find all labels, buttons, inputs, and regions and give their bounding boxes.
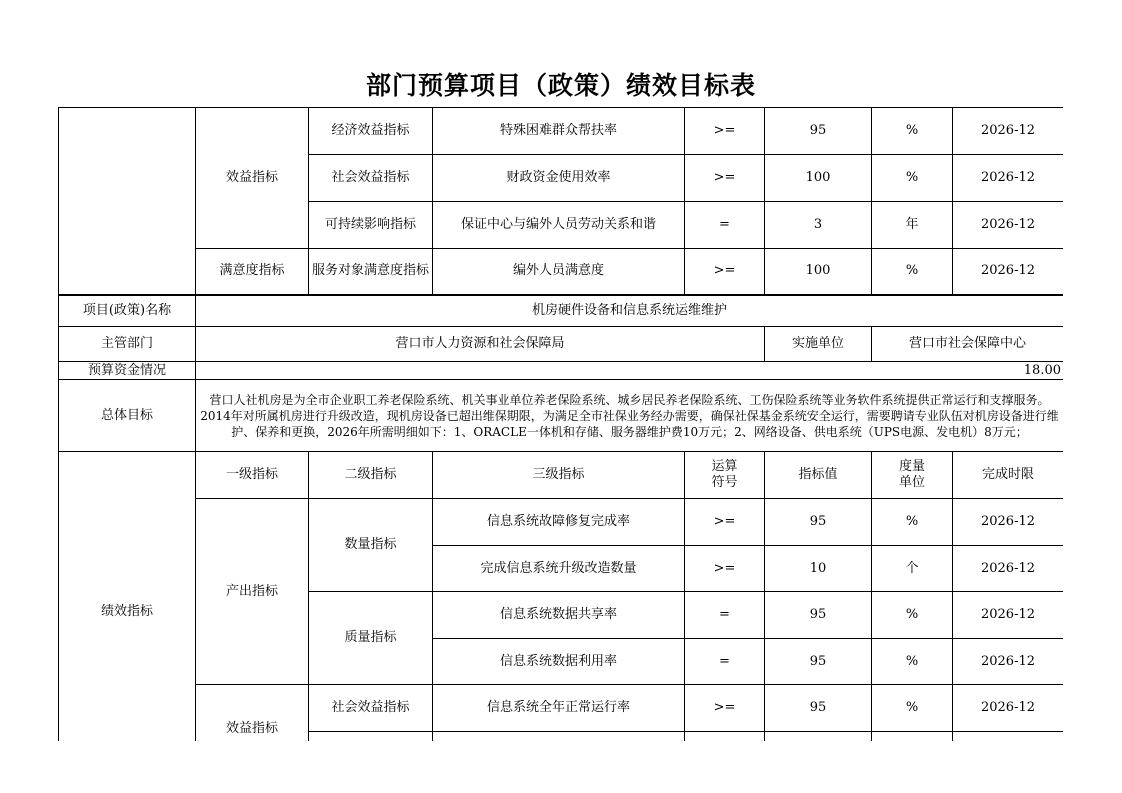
benefit-label: 效益指标 [196, 685, 309, 742]
operator-cell [685, 732, 765, 742]
operator-cell: = [685, 639, 765, 685]
level3-cell [433, 732, 685, 742]
deadline-cell: 2026-12 [953, 546, 1064, 592]
dept-value: 营口市人力资源和社会保障局 [196, 327, 765, 362]
deadline-cell [953, 732, 1064, 742]
value-cell: 95 [765, 499, 872, 546]
level2-cell: 经济效益指标 [309, 108, 433, 155]
level2-cell: 社会效益指标 [309, 155, 433, 202]
header-deadline: 完成时限 [953, 452, 1064, 499]
deadline-cell: 2026-12 [953, 108, 1064, 155]
value-cell: 95 [765, 108, 872, 155]
value-cell: 95 [765, 639, 872, 685]
table-row [59, 685, 1064, 732]
unit-cell: % [872, 499, 953, 546]
table-row [59, 380, 1064, 452]
budget-value: 18.00 [196, 362, 1064, 380]
prev-satisfaction-label: 满意度指标 [196, 249, 309, 295]
deadline-cell: 2026-12 [953, 685, 1064, 732]
value-cell: 10 [765, 546, 872, 592]
header-op: 运算 符号 [685, 452, 765, 499]
unit-cell: 年 [872, 202, 953, 249]
level2-cell: 服务对象满意度指标 [309, 249, 433, 295]
perf-label: 绩效指标 [59, 452, 196, 742]
unit-cell: % [872, 155, 953, 202]
header-l1: 一级指标 [196, 452, 309, 499]
unit-cell: % [872, 685, 953, 732]
operator-cell: = [685, 592, 765, 639]
unit-cell [872, 732, 953, 742]
operator-cell: >= [685, 155, 765, 202]
deadline-cell: 2026-12 [953, 639, 1064, 685]
goal-label: 总体目标 [59, 380, 196, 452]
unit-cell: % [872, 108, 953, 155]
impl-value: 营口市社会保障中心 [872, 327, 1064, 362]
project-name-value: 机房硬件设备和信息系统运维维护 [196, 295, 1064, 327]
impl-label: 实施单位 [765, 327, 872, 362]
level3-cell: 信息系统故障修复完成率 [433, 499, 685, 546]
table-row [59, 249, 1064, 295]
level2-cell: 社会效益指标 [309, 685, 433, 732]
header-l2: 二级指标 [309, 452, 433, 499]
project-name-label: 项目(政策)名称 [59, 295, 196, 327]
level3-cell: 保证中心与编外人员劳动关系和谐 [433, 202, 685, 249]
operator-cell: >= [685, 499, 765, 546]
prev-benefit-label: 效益指标 [196, 108, 309, 249]
performance-table [58, 107, 1063, 741]
level2-cell [309, 732, 433, 742]
budget-label: 预算资金情况 [59, 362, 196, 380]
operator-cell: >= [685, 108, 765, 155]
level2-cell: 可持续影响指标 [309, 202, 433, 249]
value-cell: 95 [765, 592, 872, 639]
quality-label: 质量指标 [309, 592, 433, 685]
unit-cell: % [872, 639, 953, 685]
table-row [59, 108, 1064, 155]
header-unit: 度量 单位 [872, 452, 953, 499]
level3-cell: 特殊困难群众帮扶率 [433, 108, 685, 155]
header-l3: 三级指标 [433, 452, 685, 499]
quantity-label: 数量指标 [309, 499, 433, 592]
deadline-cell: 2026-12 [953, 592, 1064, 639]
value-cell: 100 [765, 249, 872, 295]
level3-cell: 信息系统全年正常运行率 [433, 685, 685, 732]
unit-cell: % [872, 249, 953, 295]
value-cell [765, 732, 872, 742]
deadline-cell: 2026-12 [953, 155, 1064, 202]
value-cell: 3 [765, 202, 872, 249]
operator-cell: >= [685, 546, 765, 592]
prev-perf-cell [59, 108, 196, 295]
unit-cell: 个 [872, 546, 953, 592]
level3-cell: 编外人员满意度 [433, 249, 685, 295]
table-row [59, 362, 1064, 380]
deadline-cell: 2026-12 [953, 202, 1064, 249]
operator-cell: >= [685, 685, 765, 732]
table-row [59, 295, 1064, 327]
performance-table-sheet [58, 107, 1063, 741]
value-cell: 100 [765, 155, 872, 202]
dept-label: 主管部门 [59, 327, 196, 362]
table-row [59, 499, 1064, 546]
value-cell: 95 [765, 685, 872, 732]
output-label: 产出指标 [196, 499, 309, 685]
level3-cell: 信息系统数据利用率 [433, 639, 685, 685]
goal-text: 营口人社机房是为全市企业职工养老保险系统、机关事业单位养老保险系统、城乡居民养老保险系统、工伤保险系统等业务软件系统提供正常运行和支撑服务。2014年对所属机房进行升级改造，现机房设备已超出维保期限，为满足全市社保业务经办需要，确保社保基金系统安全运行，需要聘请专业队伍对机房设备进行维护、保养和更换，2026年所需明细如下：1、ORACLE一体机和存储、服务器维护费10万元；2、网络设备、供电系统（UPS电源、发电机）8万元； [196, 380, 1064, 452]
level3-cell: 完成信息系统升级改造数量 [433, 546, 685, 592]
header-value: 指标值 [765, 452, 872, 499]
page-title: 部门预算项目（政策）绩效目标表 [365, 71, 756, 100]
unit-cell: % [872, 592, 953, 639]
deadline-cell: 2026-12 [953, 499, 1064, 546]
deadline-cell: 2026-12 [953, 249, 1064, 295]
operator-cell: >= [685, 249, 765, 295]
table-row [59, 327, 1064, 362]
operator-cell: = [685, 202, 765, 249]
level3-cell: 信息系统数据共享率 [433, 592, 685, 639]
table-row [59, 452, 1064, 499]
level3-cell: 财政资金使用效率 [433, 155, 685, 202]
